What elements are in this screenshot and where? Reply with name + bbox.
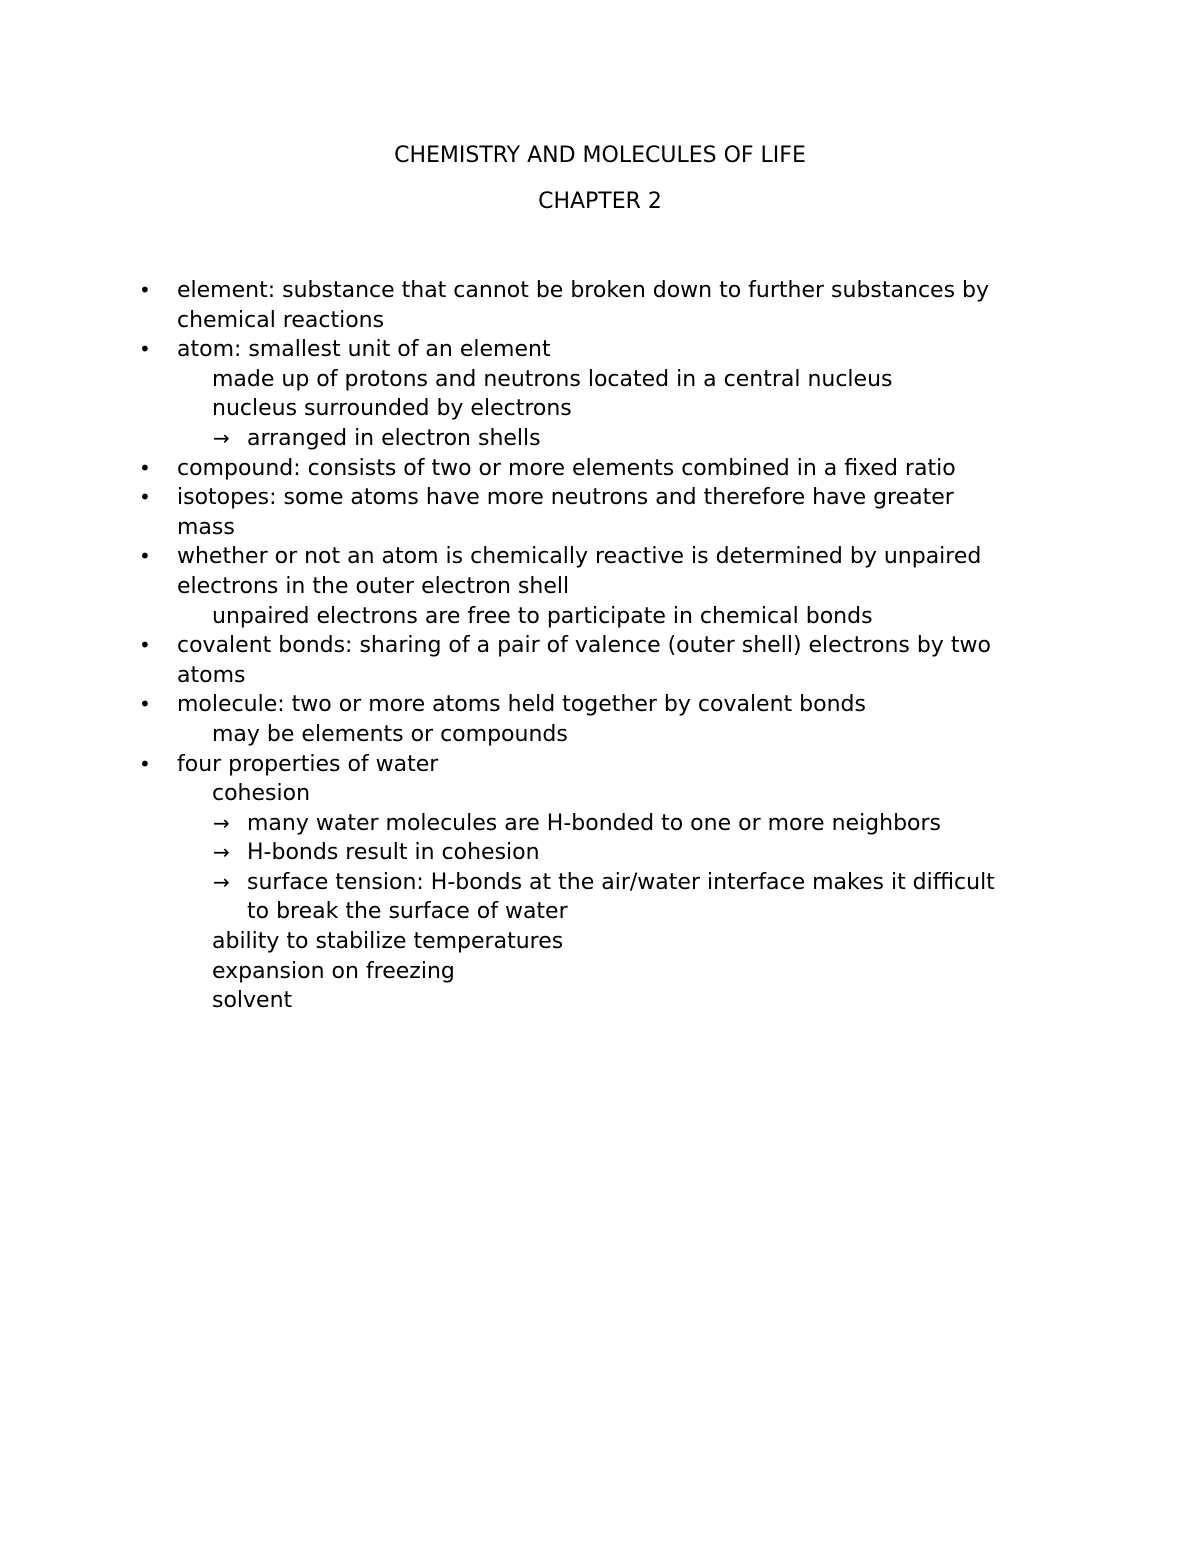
arrow-item [0, 809, 1200, 839]
arrow-item-text: H-bonds result in cohesion [247, 840, 540, 866]
sub-item-text: expansion on freezing [212, 958, 455, 984]
arrow-item [0, 838, 1200, 868]
list-item-continuation [0, 572, 1200, 602]
arrow-right-icon: → [213, 869, 230, 894]
list-item [0, 631, 1200, 661]
bullet-icon: • [139, 751, 151, 776]
arrow-item [0, 868, 1200, 898]
list-item-continuation [0, 513, 1200, 543]
list-item-continuation [0, 306, 1200, 336]
bullet-icon: • [139, 337, 151, 362]
sub-item [0, 365, 1200, 395]
bullet-icon: • [139, 633, 151, 658]
arrow-item-text: arranged in electron shells [247, 425, 541, 451]
sub-item [0, 986, 1200, 1016]
list-item [0, 335, 1200, 365]
item-text: compound: consists of two or more elements combined in a fixed ratio [177, 455, 956, 481]
list-item [0, 454, 1200, 484]
bullet-icon: • [139, 455, 151, 480]
list-item [0, 542, 1200, 572]
arrow-item [0, 424, 1200, 454]
item-text: mass [177, 514, 235, 540]
sub-item-text: made up of protons and neutrons located in a central nucleus [212, 366, 893, 392]
arrow-item-continuation [0, 897, 1200, 927]
arrow-item-text: surface tension: H-bonds at the air/water interface makes it difficult [247, 869, 995, 895]
sub-item-text: cohesion [212, 781, 311, 807]
bullet-icon: • [139, 692, 151, 717]
sub-item [0, 602, 1200, 632]
sub-item [0, 957, 1200, 987]
sub-item-text: may be elements or compounds [212, 721, 568, 747]
arrow-right-icon: → [213, 425, 230, 450]
list-item [0, 483, 1200, 513]
list-item [0, 690, 1200, 720]
chapter-heading: CHAPTER 2 [538, 189, 662, 214]
sub-item [0, 394, 1200, 424]
list-item [0, 750, 1200, 780]
sub-item-text: unpaired electrons are free to participate in chemical bonds [212, 603, 873, 629]
item-text: chemical reactions [177, 307, 385, 333]
item-text: molecule: two or more atoms held together by covalent bonds [177, 692, 866, 718]
item-text: atom: smallest unit of an element [177, 337, 551, 363]
document-title: CHEMISTRY AND MOLECULES OF LIFE [394, 143, 806, 168]
item-text: whether or not an atom is chemically reactive is determined by unpaired [177, 544, 982, 570]
sub-item [0, 927, 1200, 957]
sub-item-text: nucleus surrounded by electrons [212, 396, 572, 422]
item-text: four properties of water [177, 751, 439, 777]
arrow-item-text: many water molecules are H-bonded to one or more neighbors [247, 810, 942, 836]
notes-list [0, 276, 1200, 1016]
arrow-right-icon: → [213, 840, 230, 865]
item-text: isotopes: some atoms have more neutrons and therefore have greater [177, 485, 954, 511]
list-item-continuation [0, 661, 1200, 691]
sub-item-text: solvent [212, 988, 293, 1014]
bullet-icon: • [139, 278, 151, 302]
arrow-item-text: to break the surface of water [247, 899, 568, 925]
bullet-icon: • [139, 485, 151, 510]
list-item [0, 276, 1200, 306]
sub-item [0, 779, 1200, 809]
sub-item [0, 720, 1200, 750]
arrow-right-icon: → [213, 810, 230, 835]
item-text: element: substance that cannot be broken down to further substances by [177, 278, 990, 303]
item-text: atoms [177, 662, 246, 688]
item-text: covalent bonds: sharing of a pair of valence (outer shell) electrons by two [177, 633, 991, 659]
bullet-icon: • [139, 544, 151, 569]
sub-item-text: ability to stabilize temperatures [212, 929, 564, 955]
item-text: electrons in the outer electron shell [177, 573, 570, 599]
